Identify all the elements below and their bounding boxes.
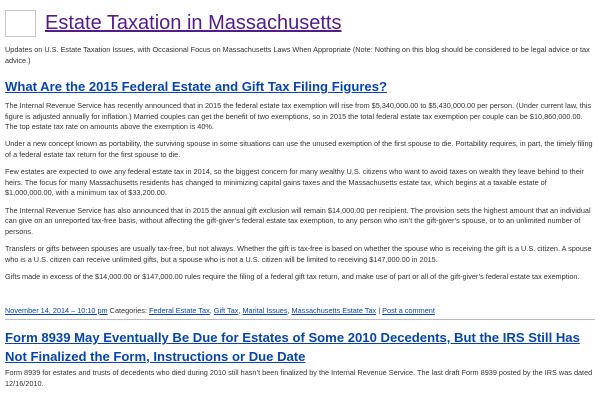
- post-meta: November 14, 2014 – 10:10 pm Categories: Federal Estate Tax, Gift Tax, Marital Issues, Massachusetts Estate Tax | Post a comment: [5, 306, 435, 315]
- post-paragraph: Gifts made in excess of the $14,000.00 or $147,000.00 rules require the filing of a federal gift tax return, and make use of part or all of the gift-giver’s federal estate tax exemption.: [5, 271, 580, 281]
- blog-title-link[interactable]: Estate Taxation in Massachusetts: [45, 11, 342, 34]
- blog-header: [5, 9, 341, 37]
- categories-label: Categories:: [107, 306, 150, 315]
- post-paragraph: Transfers or gifts between spouses are usually tax-free, but not always. Whether the gift is tax-free is based on whether the spouse who is receiving the gift is a U.S. citizen. A spouse who is a U.S. citizen can receive unlimited gifts, but a spouse who is not a U.S. citizen will be limited to receiving $147,000.00 in 2015.: [5, 243, 592, 264]
- category-link-massachusetts-estate-tax[interactable]: Massachusetts Estate Tax: [291, 306, 377, 315]
- post-paragraph: Under a new concept known as portability, the surviving spouse in some situations can use the unused exemption of the first spouse to die. Portability requires, in part, the timely filing of a federal estate tax return for the first spouse to die.: [5, 139, 593, 159]
- blog-logo-image: [5, 10, 36, 37]
- category-link-federal-estate-tax[interactable]: Federal Estate Tax: [149, 306, 210, 315]
- post-paragraph: Few estates are expected to owe any federal estate tax in 2014, so the biggest concern for many wealthy U.S. citizens who want to avoid taxes on wealth they leave behind to their heirs. The focus for many Massachusetts residents has changed to minimizing capital gains taxes and the Massachusetts estate tax, which begins at a taxable estate of $1,000,000.00, with a minimum tax of $33,200.00.: [5, 167, 584, 198]
- blog-tagline: Updates on U.S. Estate Taxation Issues, with Occasional Focus on Massachusetts Laws When Appropriate (Note: Nothing on this blog should be considered to be legal advice or tax advice.): [5, 45, 590, 65]
- post-paragraph: The Internal Revenue Service has also announced that in 2015 the annual gift exclusion will remain $14,000.00 per recipient. The provision sets the highest amount that an individual can give on an unreported tax-free basis, without affecting the gift-giver’s federal estate tax exemption, to any person who isn’t the gift-giver’s spouse, or to an unlimited number of persons.: [5, 205, 591, 236]
- category-link-marital-issues[interactable]: Marital Issues: [242, 306, 288, 315]
- post-body: [5, 101, 595, 289]
- category-link-gift-tax[interactable]: Gift Tax: [213, 306, 239, 315]
- post-title-link[interactable]: Form 8939 May Eventually Be Due for Estates of Some 2010 Decedents, But the IRS Still Has Not Finalized the Form, Instructions or Due Date: [5, 330, 580, 364]
- post-paragraph: The Internal Revenue Service has recently announced that in 2015 the federal estate tax exemption will rise from $5,340,000.00 to $5,430,000.00 per person. (Under current law, this figure is adjusted annually for inflation.) Married couples can get the benefit of two exemptions, so in 2015 the total federal estate tax exemption per couple can be $10,860,000.00. The top estate tax rate on amounts above the exemption is 40%.: [5, 101, 592, 132]
- meta-separator: |: [376, 306, 383, 315]
- post-comment-link[interactable]: Post a comment: [382, 306, 435, 315]
- post-date-link[interactable]: November 14, 2014 – 10:10 pm: [5, 306, 108, 315]
- post-body: [5, 368, 595, 396]
- post-title-link[interactable]: What Are the 2015 Federal Estate and Gift Tax Filing Figures?: [5, 79, 387, 94]
- post-paragraph: Form 8939 for estates and trusts of decedents who died during 2010 still hasn’t been finalized by the Internal Revenue Service. The last draft Form 8939 posted by the IRS was dated 12/16/2010.: [5, 368, 593, 388]
- post-divider: [5, 319, 595, 320]
